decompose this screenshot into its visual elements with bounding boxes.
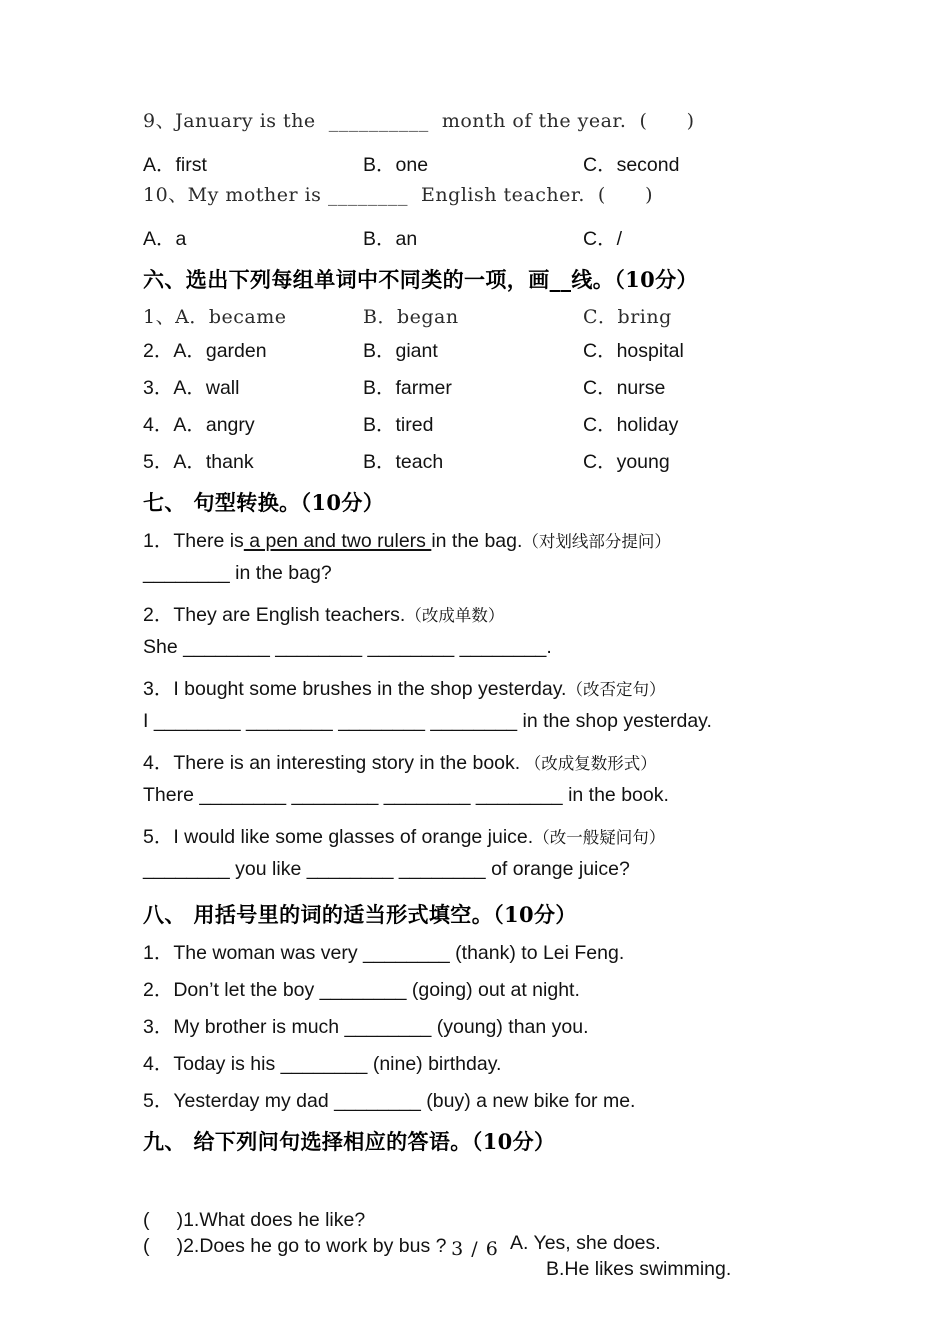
section-seven-item-2-answer-line[interactable]: She ________ ________ ________ ________. [143, 636, 552, 658]
section-seven-item-3-answer-line[interactable]: I ________ ________ ________ ________ in the shop yesterday. [143, 710, 712, 732]
section-six-item-5-number-and-a[interactable]: 5．A．thank [143, 451, 254, 473]
question-9-option-a[interactable]: A．first [143, 154, 207, 176]
section-seven-item-2-prompt-text: 2．They are English teachers. [143, 604, 406, 626]
section-eight-item-1[interactable]: 1．The woman was very ________ (thank) to Lei Feng. [143, 942, 625, 964]
section-six-item-1-number-and-a[interactable]: 1、A．became [143, 306, 287, 328]
question-10-option-a[interactable]: A．a [143, 228, 187, 250]
section-six-item-2-option-c[interactable]: C．hospital [583, 340, 684, 362]
section-seven-item-4-note: （改成复数形式） [520, 755, 657, 773]
section-six-item-2-option-b[interactable]: B．giant [363, 340, 438, 362]
section-six-item-1-option-b[interactable]: B．began [363, 306, 459, 328]
section-eight-item-2[interactable]: 2．Don’t let the boy ________ (going) out at night. [143, 979, 580, 1001]
question-9-options [143, 149, 843, 186]
section-six-item-1 [143, 302, 843, 335]
section-eight-heading: 八、 用括号里的词的适当形式填空。（10分） [143, 902, 577, 927]
section-six-item-4-option-c[interactable]: C．holiday [583, 414, 679, 436]
section-seven-item-2-note: （改成单数） [405, 607, 505, 625]
section-six-item-5-option-c[interactable]: C．young [583, 451, 670, 473]
section-seven-item-5-prompt [143, 821, 843, 858]
section-seven-heading: 七、 句型转换。（10分） [143, 490, 385, 515]
section-six-heading: 六、选出下列每组单词中不同类的一项，画__线。（10分） [143, 267, 698, 292]
section-seven-item-1-underlined-part: a pen and two rulers [243, 530, 432, 552]
section-seven-item-2-prompt [143, 599, 843, 636]
section-nine-row-1-question[interactable]: ( )1.What does he like? [143, 1209, 366, 1231]
section-eight-item-5[interactable]: 5．Yesterday my dad ________ (buy) a new bike for me. [143, 1090, 636, 1112]
section-seven-item-5-note: （改一般疑问句） [533, 829, 666, 847]
section-seven-item-4-prompt-text: 4．There is an interesting story in the book. [143, 752, 521, 774]
question-9-option-b[interactable]: B．one [363, 154, 429, 176]
section-seven-item-5-answer-line[interactable]: ________ you like ________ ________ of orange juice? [143, 858, 630, 880]
question-9-option-c[interactable]: C．second [583, 154, 680, 176]
section-seven-item-4-answer-line[interactable]: There ________ ________ ________ ________ in the book. [143, 784, 669, 806]
section-nine-row-1-answer[interactable]: A. Yes, she does. [510, 1232, 661, 1254]
question-10-options [143, 223, 843, 260]
section-seven-item-5-prompt-text: 5．I would like some glasses of orange juice. [143, 826, 534, 848]
section-six-item-4-option-b[interactable]: B．tired [363, 414, 434, 436]
section-seven-item-1-prompt-post: in the bag. [431, 530, 523, 552]
section-seven-item-3-note: （改否定句） [566, 681, 666, 699]
section-seven-item-1-prompt-pre: 1．There is [143, 530, 244, 552]
section-seven-item-3-prompt-text: 3．I bought some brushes in the shop yesterday. [143, 678, 567, 700]
section-eight-item-4[interactable]: 4．Today is his ________ (nine) birthday. [143, 1053, 502, 1075]
section-seven-item-1-answer-line[interactable]: ________ in the bag? [143, 562, 332, 584]
section-eight-item-3[interactable]: 3．My brother is much ________ (young) than you. [143, 1016, 589, 1038]
section-nine-row-2-answer[interactable]: B.He likes swimming. [546, 1258, 732, 1280]
section-nine-row-2-question[interactable]: ( )2.Does he go to work by bus ? [143, 1235, 447, 1257]
section-six-item-3-number-and-a[interactable]: 3．A．wall [143, 377, 240, 399]
page-number-footer: 3 / 6 [451, 1238, 499, 1260]
section-six-item-4 [143, 409, 843, 446]
section-six-item-2 [143, 335, 843, 372]
section-six-item-5-option-b[interactable]: B．teach [363, 451, 444, 473]
section-six-item-4-number-and-a[interactable]: 4．A．angry [143, 414, 255, 436]
question-9-stem: 9、January is the __________ month of the year. ( ) [143, 110, 695, 132]
section-seven-item-1-prompt [143, 525, 843, 562]
section-nine-heading: 九、 给下列问句选择相应的答语。（10分） [143, 1129, 556, 1154]
question-10-stem: 10、My mother is ________ English teacher. ( ) [143, 184, 653, 206]
section-six-item-3-option-c[interactable]: C．nurse [583, 377, 666, 399]
section-seven-item-4-prompt [143, 747, 843, 784]
section-six-item-3-option-b[interactable]: B．farmer [363, 377, 452, 399]
section-seven-item-1-note: （对划线部分提问） [522, 533, 671, 551]
section-six-item-1-option-c[interactable]: C．bring [583, 306, 672, 328]
section-six-item-3 [143, 372, 843, 409]
section-six-item-2-number-and-a[interactable]: 2．A．garden [143, 340, 267, 362]
section-six-item-5 [143, 446, 843, 483]
question-10-option-b[interactable]: B．an [363, 228, 418, 250]
section-seven-item-3-prompt [143, 673, 843, 710]
question-10-option-c[interactable]: C．/ [583, 228, 623, 250]
